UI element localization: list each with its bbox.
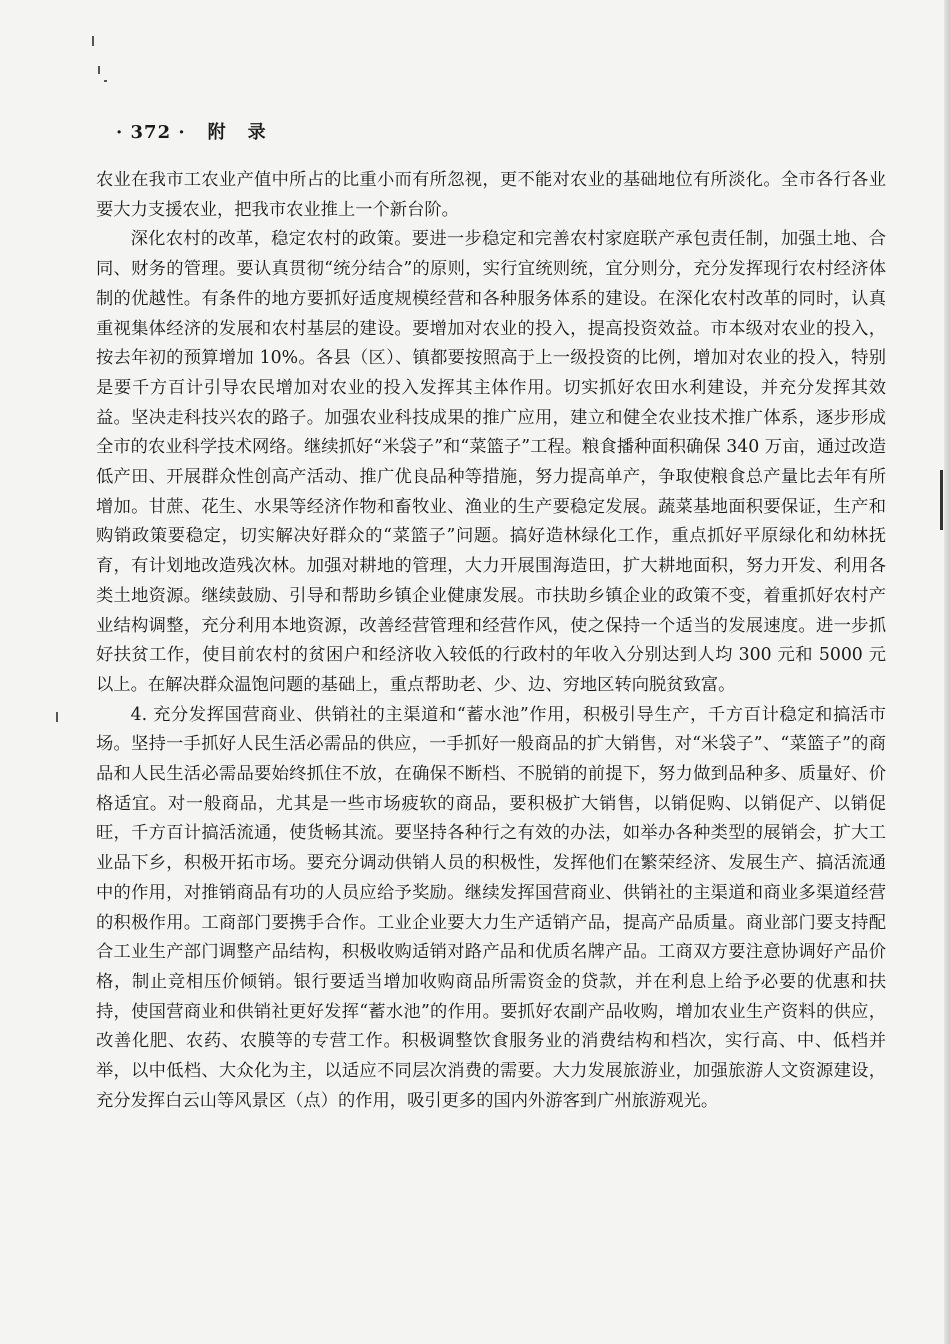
page-number: · 372 ·: [116, 122, 186, 143]
scan-right-edge: [944, 0, 950, 1344]
scan-speck: [56, 712, 58, 722]
scan-speck: [104, 80, 107, 82]
paragraph: 4. 充分发挥国营商业、供销社的主渠道和“蓄水池”作用，积极引导生产，千方百计稳定和搞活市场。坚持一手抓好人民生活必需品的供应，一手抓好一般商品的扩大销售，对“米袋子”、“菜篮子”的商品和人民生活必需品要始终抓住不放，在确保不断档、不脱销的前提下，努力做到品种多、质量好、价格适宜。对一般商品，尤其是一些市场疲软的商品，要积极扩大销售，以销促购、以销促产、以销促旺，千方百计搞活流通，使货畅其流。要坚持各种行之有效的办法，如举办各种类型的展销会，扩大工业品下乡，积极开拓市场。要充分调动供销人员的积极性，发挥他们在繁荣经济、发展生产、搞活流通中的作用，对推销商品有功的人员应给予奖励。继续发挥国营商业、供销社的主渠道和商业多渠道经营的积极作用。工商部门要携手合作。工业企业要大力生产适销产品，提高产品质量。商业部门要支持配合工业生产部门调整产品结构，积极收购适销对路产品和优质名牌产品。工商双方要注意协调好产品价格，制止竞相压价倾销。银行要适当增加收购商品所需资金的贷款，并在利息上给予必要的优惠和扶持，使国营商业和供销社更好发挥“蓄水池”的作用。要抓好农副产品收购，增加农业生产资料的供应，改善化肥、农药、农膜等的专营工作。积极调整饮食服务业的消费结构和档次，实行高、中、低档并举，以中低档、大众化为主，以适应不同层次消费的需要。大力发展旅游业，加强旅游人文资源建设，充分发挥白云山等风景区（点）的作用，吸引更多的国内外游客到广州旅游观光。: [96, 704, 886, 1111]
scan-speck: [98, 66, 100, 74]
section-title: 附录: [207, 122, 288, 143]
scan-speck: [940, 470, 943, 530]
running-header: [116, 118, 288, 144]
paragraph: 深化农村的改革，稳定农村的政策。要进一步稳定和完善农村家庭联产承包责任制，加强土地、合同、财务的管理。要认真贯彻“统分结合”的原则，实行宜统则统，宜分则分，充分发挥现行农村经济体制的优越性。有条件的地方要抓好适度规模经营和各种服务体系的建设。在深化农村改革的同时，认真重视集体经济的发展和农村基层的建设。要增加对农业的投入，提高投资效益。市本级对农业的投入，按去年初的预算增加 10%。各县（区）、镇都要按照高于上一级投资的比例，增加对农业的投入，特别是要千方百计引导农民增加对农业的投入发挥其主体作用。切实抓好农田水利建设，并充分发挥其效益。坚决走科技兴农的路子。加强农业科技成果的推广应用，建立和健全农业技术推广体系，逐步形成全市的农业科学技术网络。继续抓好“米袋子”和“菜篮子”工程。粮食播种面积确保 340 万亩，通过改造低产田、开展群众性创高产活动、推广优良品种等措施，努力提高单产，争取使粮食总产量比去年有所增加。甘蔗、花生、水果等经济作物和畜牧业、渔业的生产要稳定发展。蔬菜基地面积要保证，生产和购销政策要稳定，切实解决好群众的“菜篮子”问题。搞好造林绿化工作，重点抓好平原绿化和幼林抚育，有计划地改造残次林。加强对耕地的管理，大力开展围海造田，扩大耕地面积，努力开发、利用各类土地资源。继续鼓励、引导和帮助乡镇企业健康发展。市扶助乡镇企业的政策不变，着重抓好农村产业结构调整，充分利用本地资源，改善经营管理和经营作风，使之保持一个适当的发展速度。进一步抓好扶贫工作，使目前农村的贫困户和经济收入较低的行政村的年收入分别达到人均 300 元和 5000 元以上。在解决群众温饱问题的基础上，重点帮助老、少、边、穷地区转向脱贫致富。: [96, 229, 886, 695]
page-body: [96, 166, 886, 1117]
scan-speck: [92, 36, 94, 46]
paragraph: 农业在我市工农业产值中所占的比重小而有所忽视，更不能对农业的基础地位有所淡化。全市各行各业要大力支援农业，把我市农业推上一个新台阶。: [96, 170, 886, 220]
